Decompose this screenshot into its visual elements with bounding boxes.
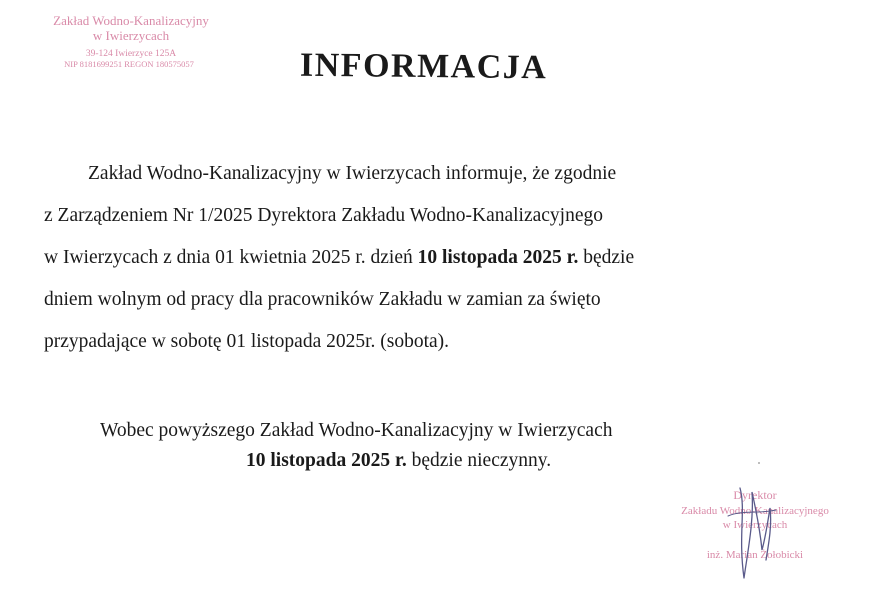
handwritten-signature-icon xyxy=(722,480,782,590)
company-stamp xyxy=(36,14,226,70)
director-name: inż. Marian Żołobicki xyxy=(706,549,804,562)
body-line-5: przypadające w sobotę 01 listopada 2025r. (sobota). xyxy=(44,331,450,352)
body-line-3-start: w Iwierzycach z dnia 01 kwietnia 2025 r. dzień xyxy=(44,247,418,268)
closing-rest: będzie nieczynny. xyxy=(406,450,552,471)
body-line-1: Zakład Wodno-Kanalizacyjny w Iwierzycach informuje, że zgodnie xyxy=(88,163,617,184)
body-line-3-date: 10 listopada 2025 r. xyxy=(417,247,579,268)
body-line-4: dniem wolnym od pracy dla pracowników Zakładu w zamian za święto xyxy=(44,289,601,310)
stamp-org-line1: Zakład Wodno-Kanalizacyjny xyxy=(53,13,209,28)
speck xyxy=(758,462,760,464)
closing-date: 10 listopada 2025 r. xyxy=(246,450,407,471)
closing-line-1: Wobec powyższego Zakład Wodno-Kanalizacyjny w Iwierzycach xyxy=(100,420,613,441)
body-line-2: z Zarządzeniem Nr 1/2025 Dyrektora Zakładu Wodno-Kanalizacyjnego xyxy=(44,205,604,226)
director-org-line1: Zakładu Wodno-Kanalizacyjnego xyxy=(681,504,829,517)
stamp-ids: NIP 8181699251 REGON 180575057 xyxy=(64,58,194,69)
director-role: Dyrektor xyxy=(733,488,777,502)
body-line-3-end: będzie xyxy=(578,247,635,268)
stamp-address: 39-124 Iwierzyce 125A xyxy=(85,48,177,59)
body-line-3 xyxy=(44,248,634,268)
stamp-org-line2: w Iwierzycach xyxy=(92,27,170,43)
document-title: INFORMACJA xyxy=(299,46,548,87)
director-org-line2: w Iwierzycach xyxy=(722,518,788,531)
closing-line-2 xyxy=(246,450,551,472)
